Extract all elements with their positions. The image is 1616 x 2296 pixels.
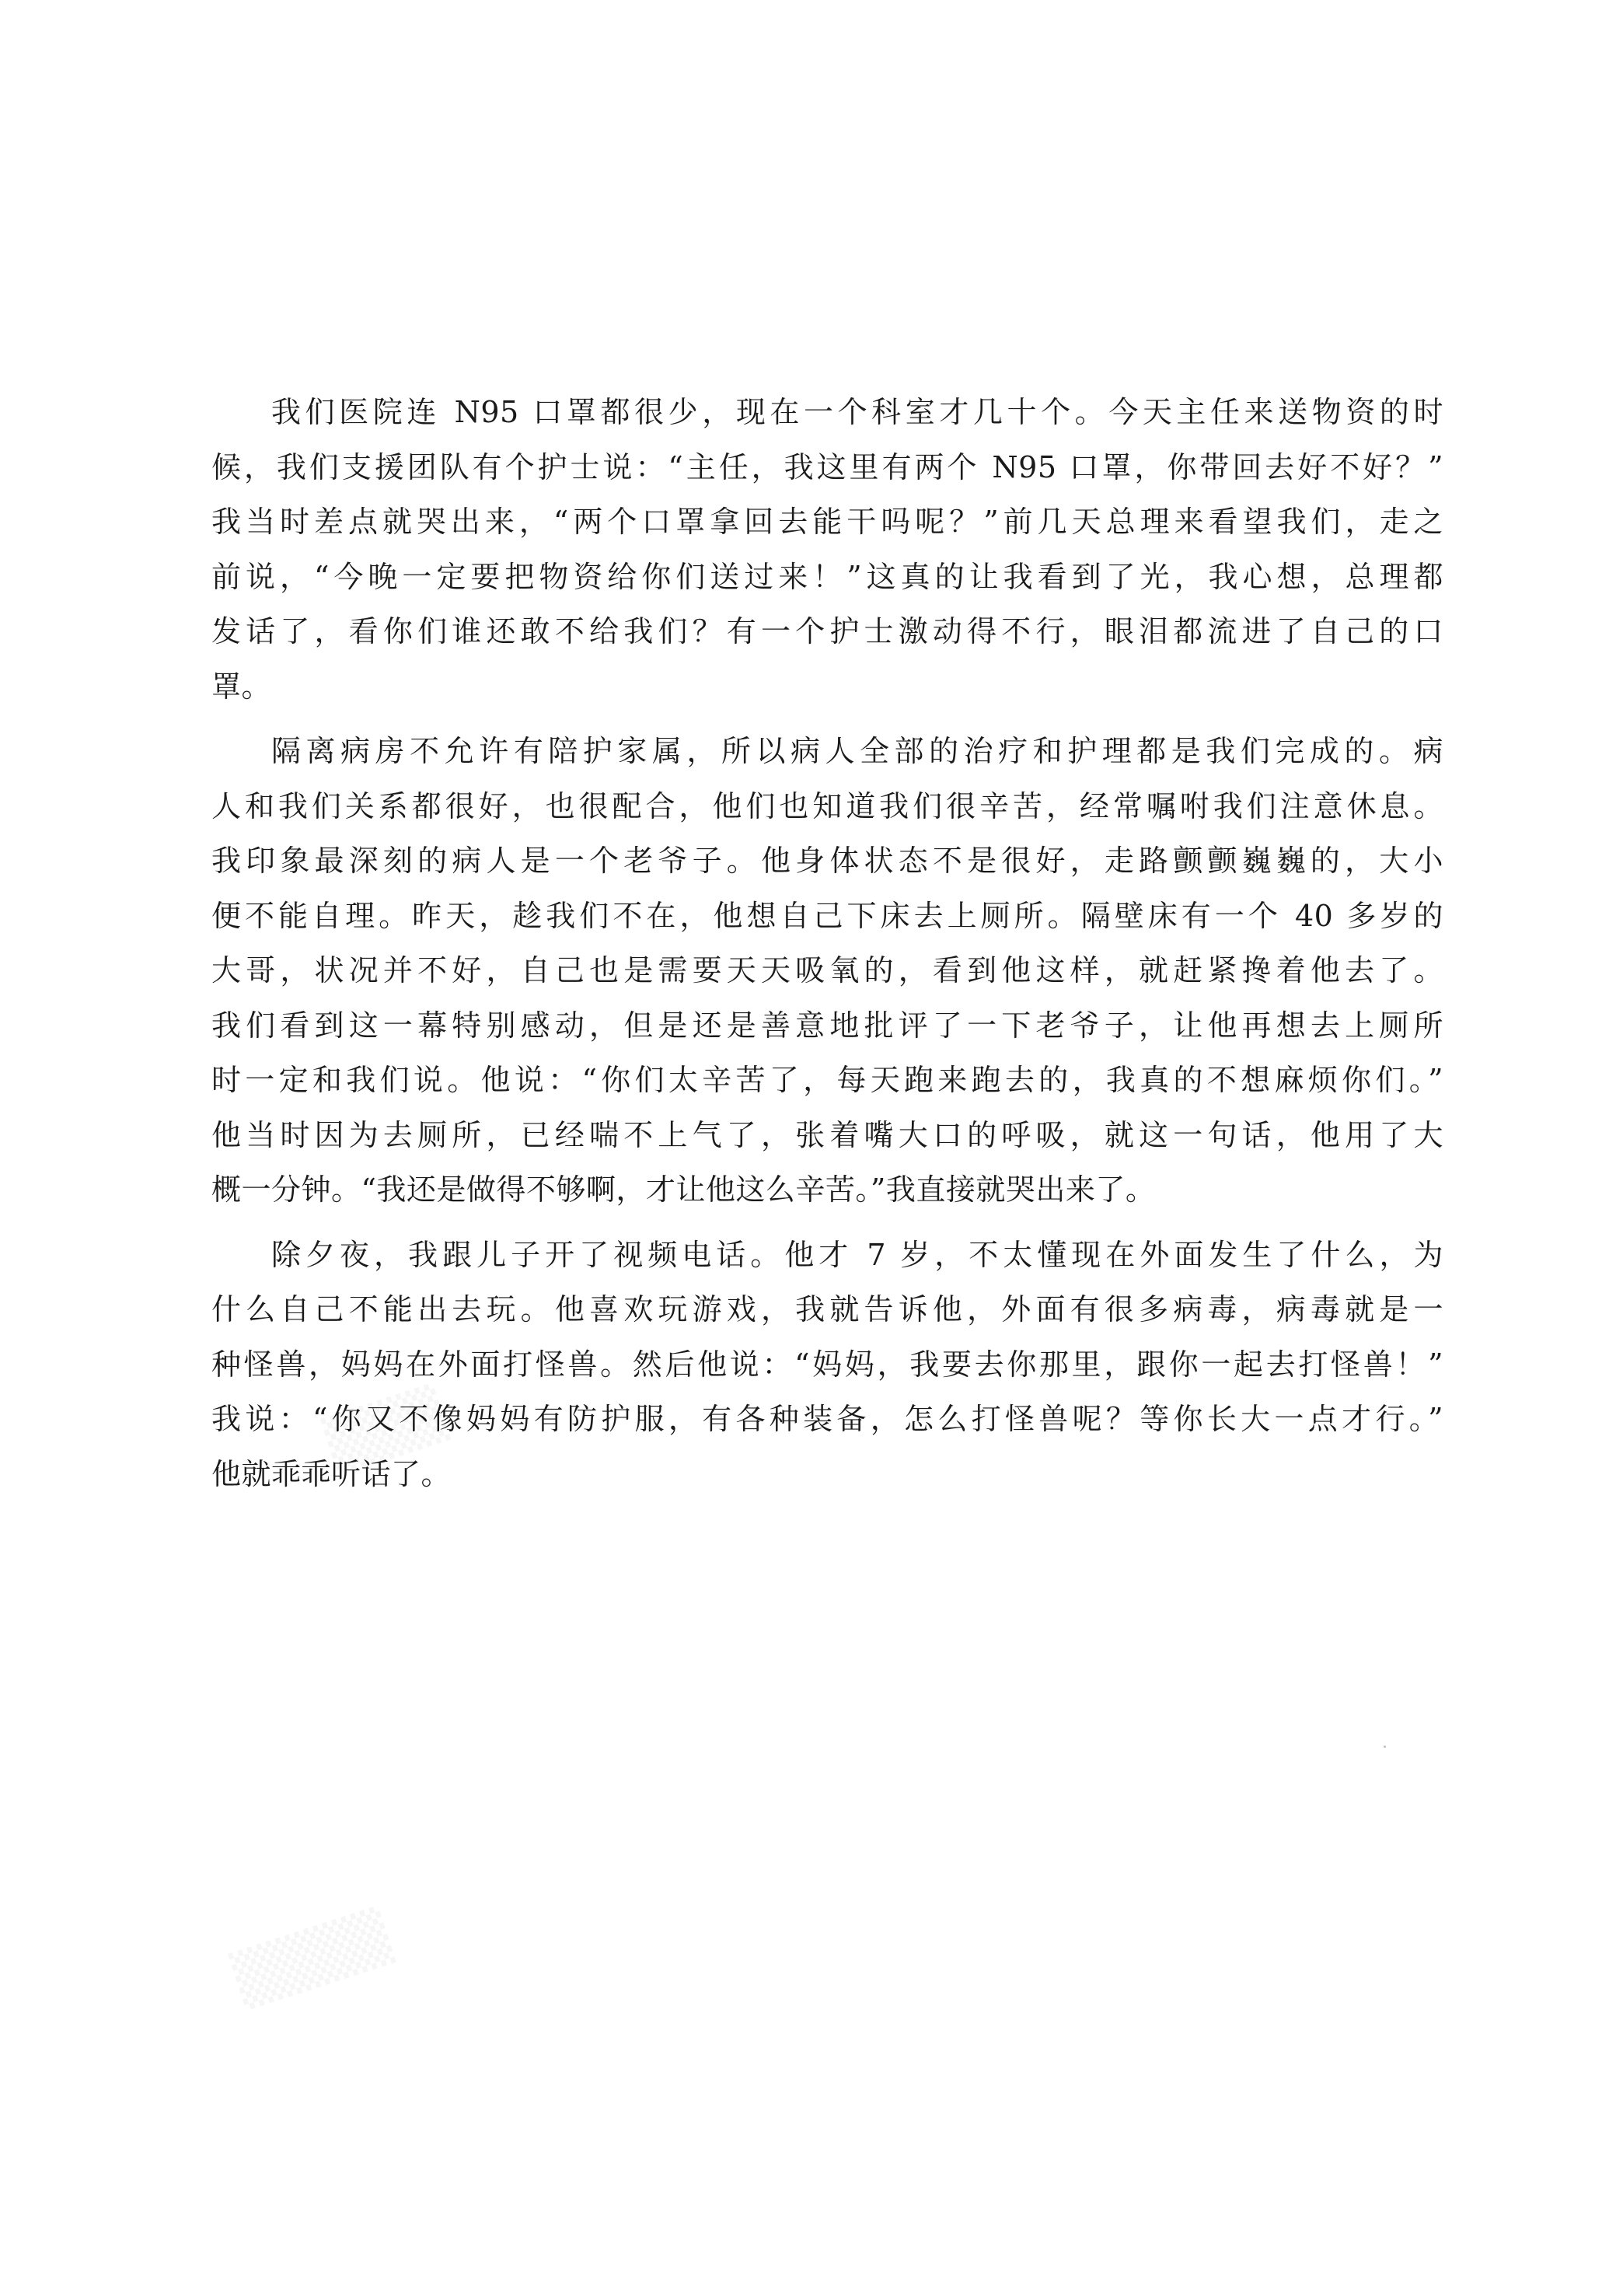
text-line: 隔离病房不允许有陪护家属，所以病人全部的治疗和护理都是我们完成的。病: [271, 734, 1443, 768]
text-line: 他就乖乖听话了。: [211, 1456, 452, 1491]
text-line: 我当时差点就哭出来，“两个口罩拿回去能干吗呢？”前几天总理来看望我们，走之: [211, 505, 1443, 539]
article-body: [211, 385, 1443, 1511]
text-line: 种怪兽，妈妈在外面打怪兽。然后他说：“妈妈，我要去你那里，跟你一起去打怪兽！”: [211, 1347, 1443, 1382]
paragraph-3: [211, 1228, 1443, 1502]
text-line: 概一分钟。“我还是做得不够啊，才让他这么辛苦。”我直接就哭出来了。: [211, 1172, 1156, 1207]
text-line: 除夕夜，我跟儿子开了视频电话。他才 7 岁，不太懂现在外面发生了什么，为: [271, 1237, 1443, 1272]
text-line: 我们医院连 N95 口罩都很少，现在一个科室才几十个。今天主任来送物资的时: [271, 395, 1443, 429]
text-line: 我说：“你又不像妈妈有防护服，有各种装备，怎么打怪兽呢？等你长大一点才行。”: [211, 1402, 1443, 1436]
paragraph-2: [211, 724, 1443, 1218]
scan-speck: [1384, 1746, 1386, 1748]
faint-watermark: [228, 1906, 396, 2011]
text-line: 人和我们关系都很好，也很配合，他们也知道我们很辛苦，经常嘱咐我们注意休息。: [211, 788, 1443, 823]
text-line: 便不能自理。昨天，趁我们不在，他想自己下床去上厕所。隔壁床有一个 40 多岁的: [211, 898, 1443, 933]
text-line: 我们看到这一幕特别感动，但是还是善意地批评了一下老爷子，让他再想去上厕所: [211, 1008, 1443, 1043]
text-line: 我印象最深刻的病人是一个老爷子。他身体状态不是很好，走路颤颤巍巍的，大小: [211, 844, 1443, 878]
paragraph-1: [211, 385, 1443, 714]
text-line: 什么自己不能出去玩。他喜欢玩游戏，我就告诉他，外面有很多病毒，病毒就是一: [211, 1292, 1443, 1326]
text-line: 时一定和我们说。他说：“你们太辛苦了，每天跑来跑去的，我真的不想麻烦你们。”: [211, 1063, 1443, 1097]
text-line: 罩。: [211, 669, 272, 704]
text-line: 候，我们支援团队有个护士说：“主任，我这里有两个 N95 口罩，你带回去好不好？”: [211, 449, 1443, 484]
text-line: 发话了，看你们谁还敢不给我们？有一个护士激动得不行，眼泪都流进了自己的口: [211, 614, 1443, 648]
text-line: 前说，“今晚一定要把物资给你们送过来！”这真的让我看到了光，我心想，总理都: [211, 559, 1443, 594]
text-line: 大哥，状况并不好，自己也是需要天天吸氧的，看到他这样，就赶紧搀着他去了。: [211, 953, 1443, 987]
text-line: 他当时因为去厕所，已经喘不上气了，张着嘴大口的呼吸，就这一句话，他用了大: [211, 1117, 1443, 1152]
